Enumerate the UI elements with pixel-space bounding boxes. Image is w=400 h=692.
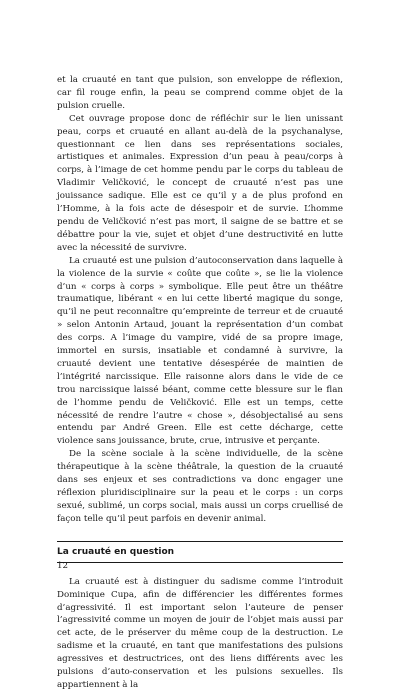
paragraph-intro: et la cruauté en tant que pulsion, son enveloppe de réflexion, car fil rouge enfin, la peau se comprend comme objet de la pulsion cruelle. bbox=[57, 75, 343, 111]
section-rule-top bbox=[57, 541, 343, 542]
section-title: La cruauté en question bbox=[57, 546, 175, 557]
paragraph-section: La cruauté est à distinguer du sadisme comme l’introduit Dominique Cupa, afin de différencier les différentes formes d’agressivité. Il est important selon l’auteure de penser l’agressivité comme un moyen de jouir de l’objet mais aussi par cet acte, de le préserver du même coup de la destruction. Le sadisme et la cruauté, en tant que manifestations des pulsions agressives et destructrices, ont des liens différents avec les pulsions d’auto-conservation et les pulsions sexuelles. Ils appartiennent à la bbox=[57, 576, 343, 690]
paragraph-ouvrage: Cet ouvrage propose donc de réfléchir sur le lien unissant peau, corps et cruauté en allant au-delà de la psychanalyse, questionnant ce lien dans ses représentations sociales, artistiques et animales. Expression d’un peau à peau/corps à corps, à l’image de cet homme pendu par le corps du tableau de Vladimir Veličković, le concept de cruauté n’est pas une jouissance sadique. Elle est ce qu’il y a de plus profond en l’Homme, à la fois acte de désespoir et de survie. L’homme pendu de Veličković n’est pas mort, il saigne de se battre et se débattre pour la vie, sujet et objet d’une destructivité en lutte avec la nécessité de survivre. bbox=[57, 113, 343, 253]
section-rule-bottom bbox=[57, 562, 343, 563]
section-heading bbox=[57, 541, 343, 563]
paragraph-scene: De la scène sociale à la scène individuelle, de la scène thérapeutique à la scène théâtrale, la question de la cruauté dans ses enjeux et ses contradictions va donc engager une réflexion pluridisciplinaire sur la peau et le corps : un corps sexué, sublimé, un corps social, mais aussi un corps cruellisé de façon telle qu’il peut parfois en devenir animal. bbox=[57, 449, 343, 524]
page-number: 12 bbox=[57, 561, 69, 571]
page-body bbox=[57, 74, 343, 692]
paragraph-cruaute: La cruauté est une pulsion d’autoconservation dans laquelle à la violence de la survie « coûte que coûte », se lie la violence d’un « corps à corps » symbolique. Elle peut être un théâtre traumatique, libérant « en lui cette liberté magique du songe, qu’il ne peut reconnaître qu’empreinte de terreur et de cruauté » selon Antonin Artaud, jouant la représentation d’un combat des corps. A l’image du vampire, vidé de sa propre image, immortel en sursis, insatiable et condamné à survivre, la cruauté devient une tentative désespérée de maintien de l’intégrité narcissique. Elle raisonne alors dans le vide de ce trou narcissique laissé béant, comme cette blessure sur le flan de l’homme pendu de Veličković. Elle est un temps, cette nécessité de rendre l’autre « chose », désobjectalisé au sens entendu par André Green. Elle est cette décharge, cette violence sans jouissance, brute, crue, intrusive et perçante. bbox=[57, 255, 343, 447]
